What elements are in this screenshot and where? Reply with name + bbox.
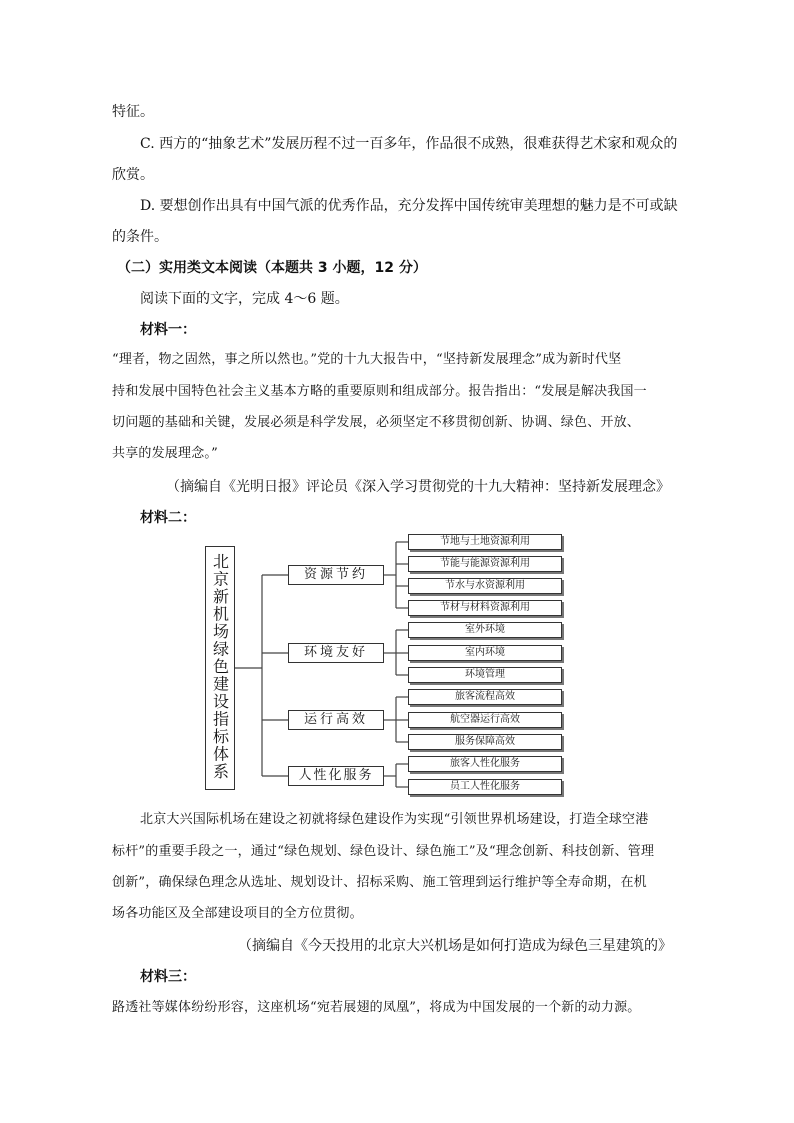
- leaf-item: 航空器运行高效: [408, 712, 562, 728]
- diagram-root-title: 北京新机场绿色建设指标体系: [210, 553, 230, 781]
- material-1-text: 切问题的基础和关键，发展必须是科学发展，必须坚定不移贯彻创新、协调、绿色、开放、: [112, 415, 641, 430]
- leaf-item: 室外环境: [408, 622, 562, 638]
- option-c: C. 西方的“抽象艺术”发展历程不过一百多年，作品很不成熟，很难获得艺术家和观众的: [140, 136, 678, 152]
- leaf-item: 环境管理: [408, 667, 562, 683]
- leaf-item: 服务保障高效: [408, 734, 562, 750]
- leaf-item: 节材与材料资源利用: [408, 600, 562, 616]
- diagram-root-box: [205, 546, 235, 790]
- leaf-item: 节水与水资源利用: [408, 578, 562, 594]
- leaf-item: 节能与能源资源利用: [408, 556, 562, 572]
- text-line: 欣赏。: [112, 167, 154, 183]
- source-2: （摘编自《今天投用的北京大兴机场是如何打造成为绿色三星建筑的》: [238, 938, 672, 954]
- category-resource-saving: 资源节约: [288, 565, 384, 585]
- text-line: 的条件。: [112, 229, 168, 245]
- leaf-item: 节地与土地资源利用: [408, 534, 562, 550]
- leaf-item: 旅客流程高效: [408, 689, 562, 705]
- leaf-item: 旅客人性化服务: [408, 756, 562, 772]
- category-humanized-service: 人性化服务: [288, 766, 384, 786]
- material-3-text: 路透社等媒体纷纷形容，这座机场“宛若展翅的凤凰”，将成为中国发展的一个新的动力源。: [112, 1000, 641, 1015]
- section-heading: （二）实用类文本阅读（本题共 3 小题，12 分）: [117, 260, 427, 276]
- material-1-text: 共享的发展理念。”: [112, 446, 218, 461]
- material-3-label: 材料三：: [140, 969, 196, 985]
- material-2-text: 标杆”的重要手段之一，通过“绿色规划、绿色设计、绿色施工”及“理念创新、科技创新、管理: [112, 844, 655, 859]
- source-1: （摘编自《光明日报》评论员《深入学习贯彻党的十九大精神：坚持新发展理念》: [166, 479, 670, 495]
- material-1-label: 材料一：: [140, 322, 196, 338]
- material-2-text: 场各功能区及全部建设项目的全方位贯彻。: [112, 906, 363, 921]
- option-d: D. 要想创作出具有中国气派的优秀作品，充分发挥中国传统审美理想的魅力是不可或缺: [140, 198, 678, 214]
- leaf-item: 员工人性化服务: [408, 779, 562, 795]
- material-1-text: “理者，物之固然，事之所以然也。”党的十九大报告中，“坚持新发展理念”成为新时代坚: [112, 352, 622, 367]
- material-2-label: 材料二：: [140, 510, 196, 526]
- category-environment-friendly: 环境友好: [288, 643, 384, 663]
- material-2-text: 创新”，确保绿色理念从选址、规划设计、招标采购、施工管理到运行维护等全寿命期，在机: [112, 875, 647, 890]
- instruction: 阅读下面的文字，完成 4～6 题。: [140, 291, 349, 307]
- material-1-text: 持和发展中国特色社会主义基本方略的重要原则和组成部分。报告指出：“发展是解决我国一: [112, 384, 647, 399]
- material-2-text: 北京大兴国际机场在建设之初就将绿色建设作为实现“引领世界机场建设，打造全球空港: [140, 812, 649, 827]
- category-efficient-operation: 运行高效: [288, 710, 384, 730]
- text-line: 特征。: [112, 104, 154, 120]
- leaf-item: 室内环境: [408, 645, 562, 661]
